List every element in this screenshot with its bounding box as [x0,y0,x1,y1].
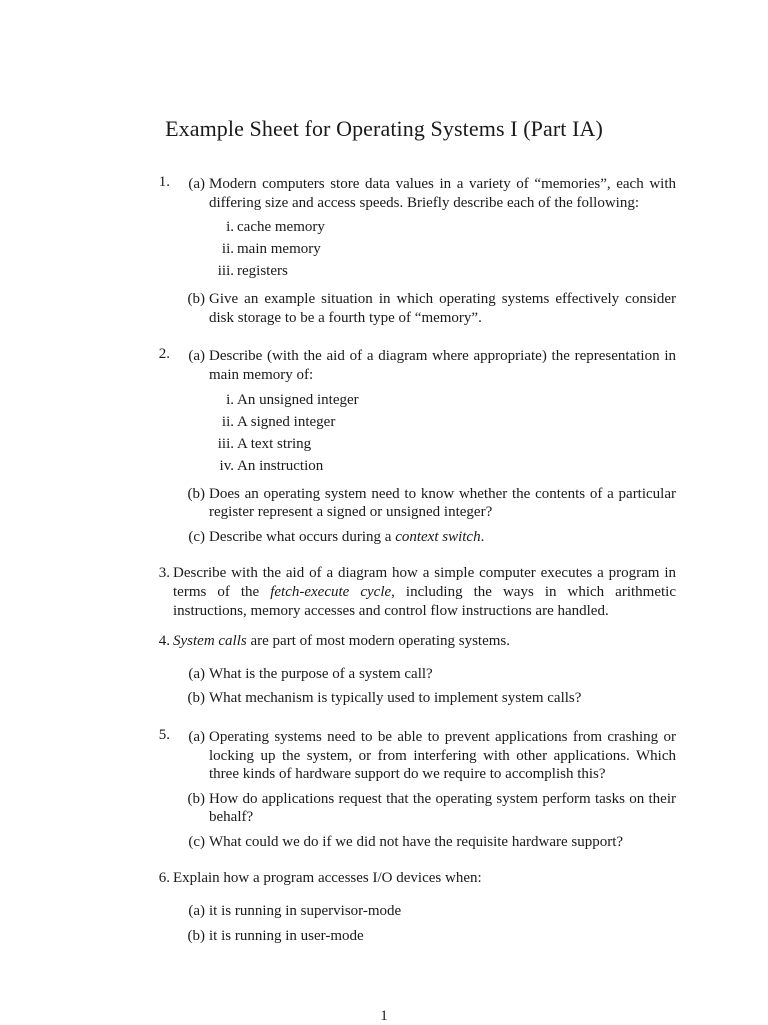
question-1 [148,173,676,333]
subpart-item [209,260,676,282]
question-4 [148,632,676,714]
part-body [209,902,676,921]
question-number: 6. [158,870,170,887]
question-body [170,345,676,552]
part-label: (a) [188,903,205,920]
question-part-a [172,347,676,478]
subpart-list [209,216,676,282]
question-body [170,632,676,714]
question-body [170,726,676,858]
question-number: 5. [158,726,170,743]
part-text: it is running in user-mode [209,927,364,944]
part-label: (b) [187,291,205,308]
part-text: Operating systems need to be able to prevent applications from crashing or locking up the system, or from interfering with other applications. Which three kinds of hardware support do we require to accomplish this? [209,728,676,783]
question-number: 4. [158,633,170,650]
subpart-text: An instruction [237,457,324,474]
part-label: (b) [187,485,205,502]
question-part-b [172,485,676,522]
emphasis-term: fetch-execute cycle [270,583,392,600]
subpart-text: A signed integer [237,413,336,430]
question-number: 3. [158,565,170,582]
question-text-end: are part of most modern operating systems. [246,633,511,650]
part-text-end: . [480,528,485,545]
question-5 [148,726,676,858]
part-text: What is the purpose of a system call? [209,665,433,682]
question-list [148,173,676,963]
subpart-label: iii. [217,435,234,452]
subpart-item [209,389,676,411]
question-text-end: , including the ways in which arithmetic instructions, memory accesses and control flow instructions are handled. [173,583,676,619]
emphasis-term: context switch [395,528,481,545]
question-text-start: Describe with the aid of a diagram how a simple computer executes a program in terms of the [173,565,676,600]
part-text: What could we do if we did not have the requisite hardware support? [209,833,624,850]
part-text: How do applications request that the operating system perform tasks on their behalf? [209,790,676,826]
question-part-b [172,927,676,946]
subpart-list [209,389,676,477]
subpart-label: i. [226,391,234,408]
subpart-item [209,238,676,260]
question-6 [148,869,676,951]
part-text: it is running in supervisor-mode [209,903,402,920]
part-text: Modern computers store data values in a variety of “memories”, each with differing size and access speeds. Briefly describe each of the following: [209,176,676,211]
question-parts [172,728,676,852]
question-3 [148,564,676,620]
part-label: (a) [188,176,205,192]
subpart-text: main memory [237,241,321,258]
question-parts [172,175,676,327]
question-parts [172,665,676,708]
part-label: (c) [188,528,205,545]
subpart-text: An unsigned integer [237,391,359,408]
question-text [173,564,676,620]
question-body [170,564,676,620]
part-label: (b) [187,927,205,944]
question-part-b [172,689,676,708]
part-body [209,528,676,547]
subpart-text: cache memory [237,219,325,236]
question-part-a [172,902,676,921]
part-body [209,175,676,284]
subpart-label: iii. [217,263,234,280]
page-number: 1 [380,1008,388,1024]
question-number: 1. [158,174,170,190]
emphasis-term: System calls [173,633,247,650]
part-label: (c) [188,833,205,850]
question-part-b [172,290,676,327]
part-label: (b) [187,690,205,707]
part-body [209,790,676,827]
question-parts [172,902,676,945]
question-text [173,632,676,651]
part-body [209,290,676,327]
part-text: Describe (with the aid of a diagram where appropriate) the representation in main memory of: [209,348,676,383]
question-2 [148,345,676,552]
part-body [209,347,676,478]
subpart-item [209,216,676,238]
question-part-a [172,665,676,684]
part-text: Give an example situation in which operating systems effectively consider disk storage to be a fourth type of “memory”. [209,291,676,326]
question-number: 2. [158,346,170,363]
part-label: (a) [188,348,205,365]
subpart-item [209,455,676,477]
subpart-label: ii. [221,241,234,258]
part-text: Does an operating system need to know whether the contents of a particular register represent a signed or unsigned integer? [209,485,676,521]
part-text: What mechanism is typically used to implement system calls? [209,690,582,707]
part-body [209,665,676,684]
subpart-label: ii. [221,413,234,430]
part-label: (a) [188,665,205,682]
subpart-label: iv. [219,457,234,474]
question-part-a [172,175,676,284]
part-body [209,927,676,946]
part-label: (b) [187,790,205,807]
part-body [209,728,676,784]
subpart-item [209,411,676,433]
question-part-a [172,728,676,784]
subpart-item [209,433,676,455]
part-body [209,689,676,708]
part-body [209,833,676,852]
question-parts [172,347,676,546]
subpart-text: A text string [237,435,312,452]
page-title: Example Sheet for Operating Systems I (Part IA) [165,116,603,141]
part-body [209,485,676,522]
subpart-text: registers [237,263,288,280]
part-text [209,528,676,547]
question-body [170,173,676,333]
question-part-c [172,833,676,852]
question-text: Explain how a program accesses I/O devices when: [173,870,482,887]
part-text-start: Describe what occurs during a [209,528,396,545]
subpart-label: i. [226,219,234,236]
question-part-c [172,528,676,547]
question-body [170,869,676,951]
part-label: (a) [188,728,205,745]
question-part-b [172,790,676,827]
